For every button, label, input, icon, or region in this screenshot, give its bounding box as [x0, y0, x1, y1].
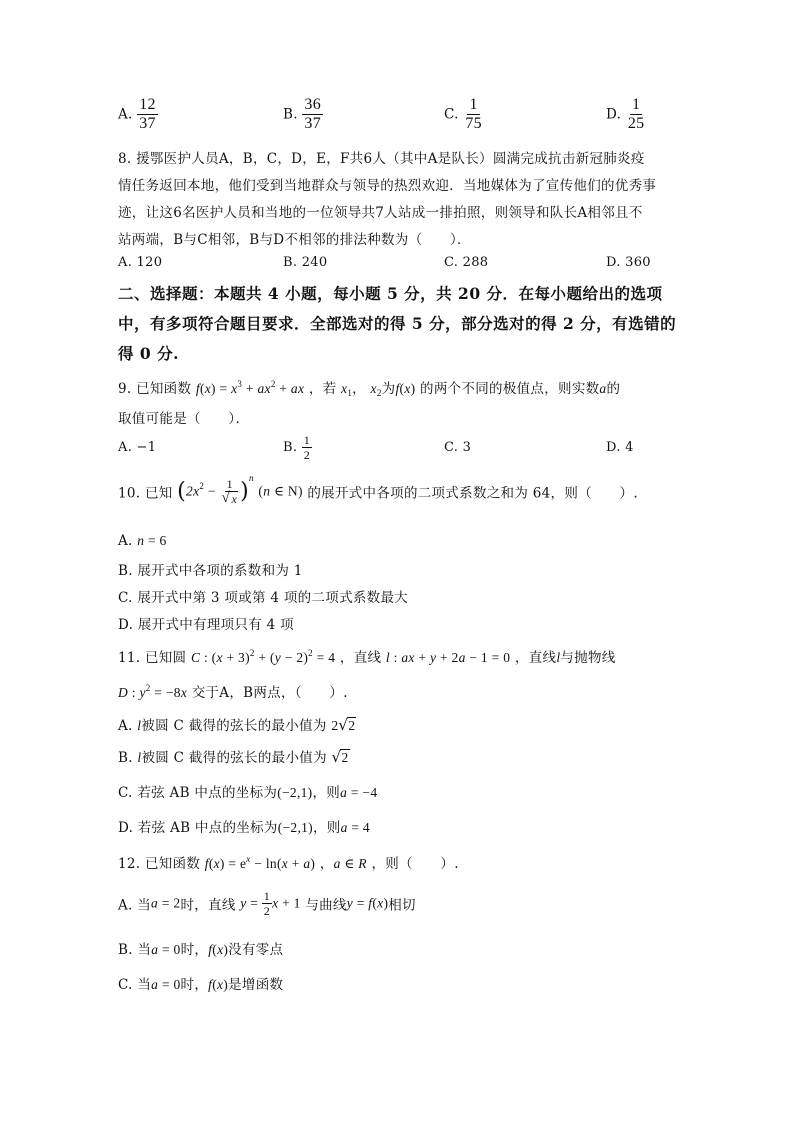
q8-line-1: 8. 援鄂医护人员A，B，C，D，E，F共6人（其中A是队长）圆满完成抗击新冠肺炎疫 — [118, 151, 645, 167]
fraction: $\frac{1}{25}$ — [627, 96, 645, 132]
q12-option-a: A. 当a = 2时，直线 y = $\frac{1}{2}$ x + 1 与曲线y = f(x)相切 — [118, 889, 416, 918]
q9-option-b: B. $\frac{1}{2}$ — [283, 433, 311, 462]
q8-option-b: B. 240 — [283, 255, 328, 270]
q10-option-b: B. 展开式中各项的系数和为 1 — [118, 563, 303, 579]
q12-option-b: B. 当a = 0时，f(x)没有零点 — [118, 942, 284, 958]
q11-line-2: D : $y^2 = -8x$ 交于A，B两点，（ ）. — [118, 683, 348, 701]
q11-option-c: C. 若弦 AB 中点的坐标为(−2,1)，则a = −4 — [118, 785, 378, 801]
q8-line-4: 站两端，B与C相邻，B与D不相邻的排法种数为（ ）． — [118, 232, 471, 248]
q9-line-1: 9. 已知函数 $f(x) = x^3 + ax^2$ + ax ，若 $x_1$， $x_2$为f(x) 的两个不同的极值点，则实数a的 — [118, 379, 621, 398]
fraction: $\frac{1}{75}$ — [465, 96, 482, 132]
q10-option-c: C. 展开式中第 3 项或第 4 项的二项式系数最大 — [118, 590, 409, 606]
q7-options — [0, 97, 794, 139]
q11-line-1: 11. 已知圆 C : $(x + 3)^2 + (y - 2)^2 = 4$ ，直线 l : ax + y + 2a − 1 = 0 ，直线l与抛物线 — [118, 648, 616, 666]
q11-option-b: B. l被圆 C 截得的弦长的最小值为 √ 2 — [118, 746, 350, 766]
q12-option-c: C. 当a = 0时，f(x)是增函数 — [118, 977, 284, 993]
q7-option-d: D. $\frac{1}{25}$ — [606, 96, 645, 132]
fraction: $\frac{36}{37}$ — [304, 96, 322, 132]
q12-line-1: 12. 已知函数 $f(x) = e^x - \ln(x + a)$ ，a ∈ R ，则（ ）. — [118, 854, 459, 872]
fraction: $\frac{12}{37}$ — [139, 96, 156, 132]
q8-line-3: 迹，让这6名医护人员和当地的一位领导共7人站成一排拍照，则领导和队长A相邻且不 — [118, 205, 643, 221]
q9-line-2: 取值可能是（ ）． — [118, 411, 250, 427]
q8-line-2: 情任务返回本地，他们受到当地群众与领导的热烈欢迎．当地媒体为了宣传他们的优秀事 — [118, 178, 657, 194]
q9-option-d: D. 4 — [606, 440, 634, 455]
q11-option-a: A. l被圆 C 截得的弦长的最小值为 2√ 2 — [118, 714, 356, 734]
q10-line-1: 10. 已知 ($2x^2$ − 1 √ x )$^n$ (n ∈ N) 的展开式中各项的二项式系数之和为 64，则（ ）. — [118, 478, 638, 505]
q11-option-d: D. 若弦 AB 中点的坐标为(−2,1)，则a = 4 — [118, 820, 370, 836]
section-heading-line-1: 二、选择题：本题共 4 小题，每小题 5 分，共 20 分．在每小题给出的选项 — [118, 284, 663, 303]
q8-option-a: A. 120 — [118, 255, 163, 270]
section-heading-line-3: 得 0 分. — [118, 344, 179, 363]
q7-option-b: B. $\frac{36}{37}$ — [283, 96, 322, 132]
q7-option-c: C. $\frac{1}{75}$ — [444, 96, 482, 132]
q8-option-c: C. 288 — [444, 255, 489, 270]
section-heading-line-2: 中，有多项符合题目要求．全部选对的得 5 分，部分选对的得 2 分，有选错的 — [118, 314, 677, 333]
q9-option-a: A. −1 — [118, 440, 157, 455]
q7-option-a: A. $\frac{12}{37}$ — [118, 96, 156, 132]
q10-option-a: A. n = 6 — [118, 533, 167, 549]
q8-option-d: D. 360 — [606, 255, 651, 270]
q10-option-d: D. 展开式中有理项只有 4 项 — [118, 617, 294, 633]
q9-option-c: C. 3 — [444, 440, 472, 455]
formula: f — [195, 381, 200, 396]
